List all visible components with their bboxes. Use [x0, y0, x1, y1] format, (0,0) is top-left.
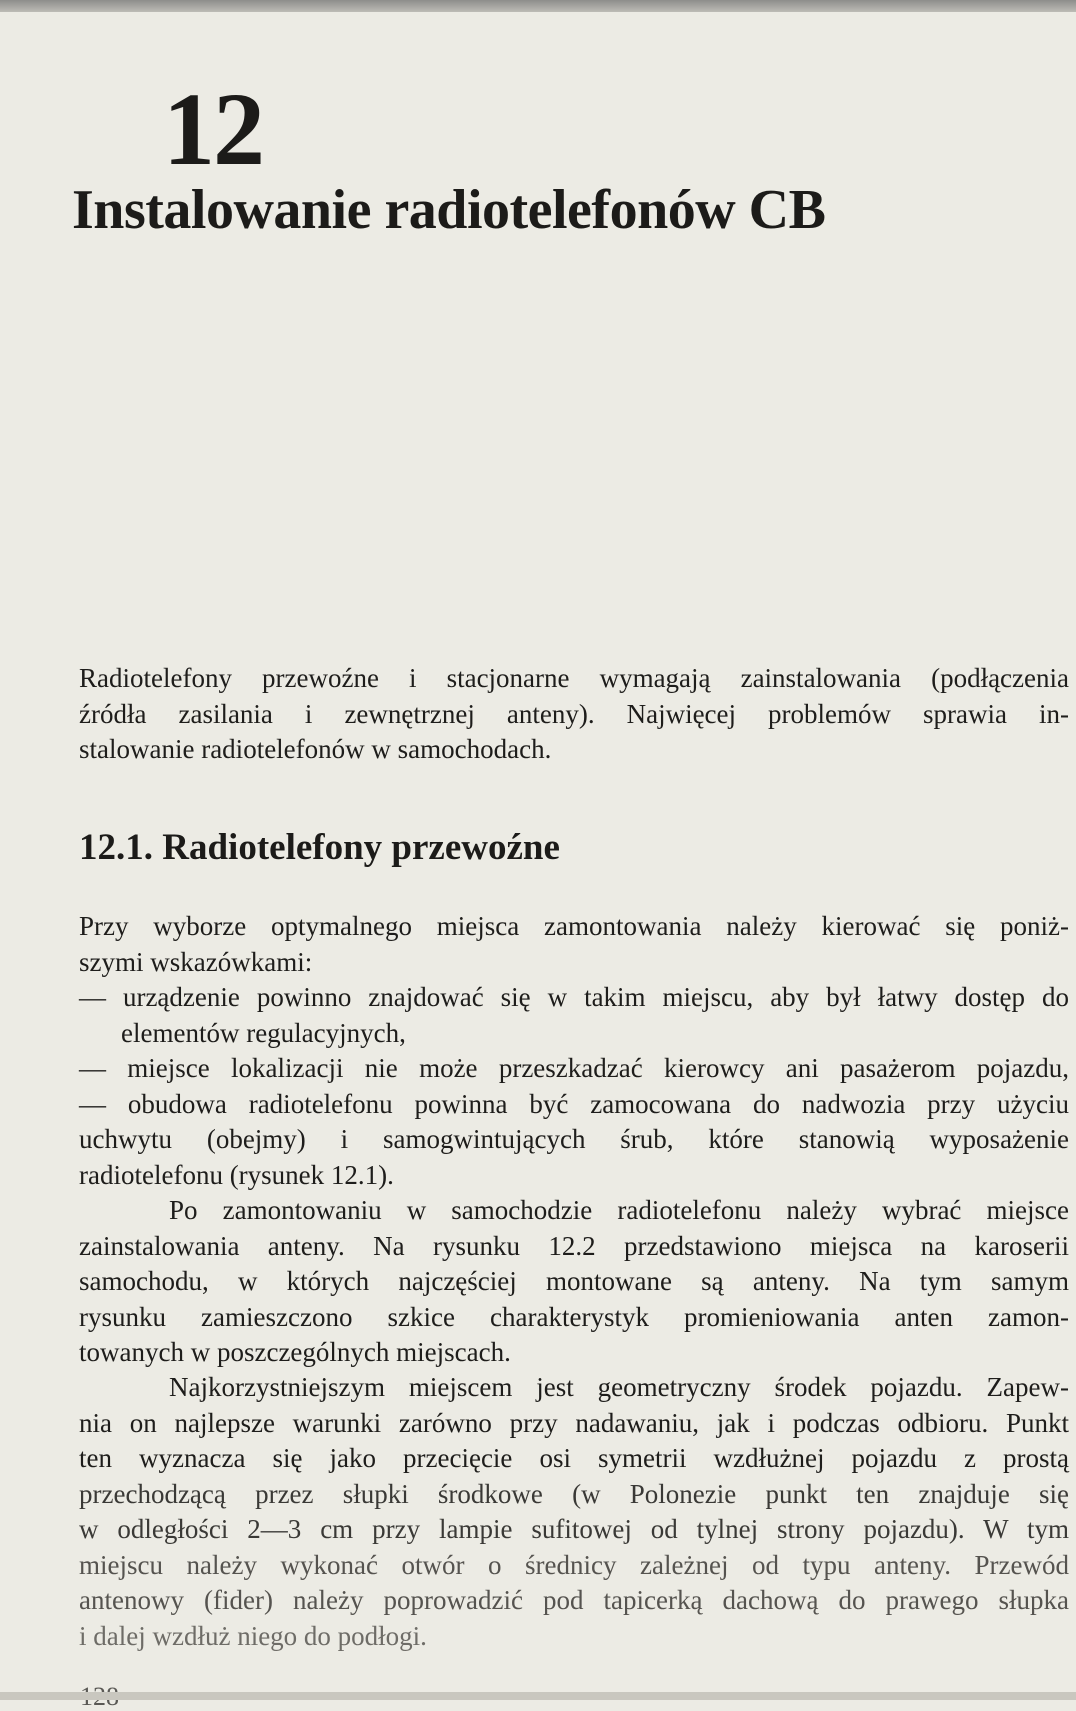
text-line: i dalej wzdłuż niego do podłogi. — [79, 1620, 427, 1651]
page-top-edge — [0, 0, 1076, 12]
text-line: Po zamontowaniu w samochodzie radiotelefonu należy wybrać miejsce — [169, 1195, 1069, 1225]
text-line: przechodzącą przez słupki środkowe (w Polonezie punkt ten znajduje się — [79, 1478, 1069, 1509]
text-line: szymi wskazówkami: — [79, 946, 313, 977]
text-line: ten wyznacza się jako przecięcie osi symetrii wzdłużnej pojazdu z prostą — [79, 1443, 1069, 1473]
bullet-line: uchwytu (obejmy) i samogwintujących śrub, które stanowią wyposażenie — [79, 1124, 1069, 1154]
text-line: Radiotelefony przewoźne i stacjonarne wymagają zainstalowania (podłączenia — [79, 663, 1069, 693]
text-line: towanych w poszczególnych miejscach. — [79, 1337, 511, 1367]
text-line: Najkorzystniejszym miejscem jest geometryczny środek pojazdu. Zapew- — [169, 1372, 1069, 1402]
antenna-placement-paragraph — [79, 1193, 1069, 1371]
bullet-line: — miejsce lokalizacji nie może przeszkadzać kierowcy ani pasażerom pojazdu, — [79, 1053, 1069, 1083]
guidelines-paragraph — [79, 909, 1069, 1193]
bullet-line: elementów regulacyjnych, — [121, 1017, 406, 1048]
bullet-line: — urządzenie powinno znajdować się w takim miejscu, aby był łatwy dostęp do — [79, 982, 1069, 1012]
bullet-line: — obudowa radiotelefonu powinna być zamocowana do nadwozia przy użyciu — [79, 1088, 1069, 1119]
chapter-title: Instalowanie radiotelefonów CB — [72, 179, 826, 241]
chapter-number: 12 — [163, 72, 263, 187]
bullet-line: radiotelefonu (rysunek 12.1). — [79, 1159, 394, 1190]
text-line: rysunku zamieszczono szkice charakterystyk promieniowania anten zamon- — [79, 1301, 1069, 1332]
text-line: stalowanie radiotelefonów w samochodach. — [79, 734, 552, 764]
text-line: w odległości 2—3 cm przy lampie sufitowej od tylnej strony pojazdu). W tym — [79, 1514, 1069, 1544]
text-line: miejscu należy wykonać otwór o średnicy zależnej od typu anteny. Przewód — [79, 1549, 1069, 1580]
text-line: źródła zasilania i zewnętrznej anteny). Najwięcej problemów sprawia in- — [79, 698, 1069, 729]
page-bottom-edge — [0, 1692, 1076, 1700]
intro-paragraph — [79, 661, 1069, 768]
text-line: antenowy (fider) należy poprowadzić pod tapicerką dachową do prawego słupka — [79, 1585, 1069, 1615]
text-line: Przy wyborze optymalnego miejsca zamontowania należy kierować się poniż- — [79, 911, 1069, 941]
text-line: nia on najlepsze warunki zarówno przy nadawaniu, jak i podczas odbioru. Punkt — [79, 1407, 1069, 1438]
text-line: samochodu, w których najczęściej montowane są anteny. Na tym samym — [79, 1266, 1069, 1296]
section-heading: 12.1. Radiotelefony przewoźne — [79, 827, 560, 868]
optimal-location-paragraph — [79, 1370, 1069, 1654]
text-line: zainstalowania anteny. Na rysunku 12.2 przedstawiono miejsca na karoserii — [79, 1230, 1069, 1261]
